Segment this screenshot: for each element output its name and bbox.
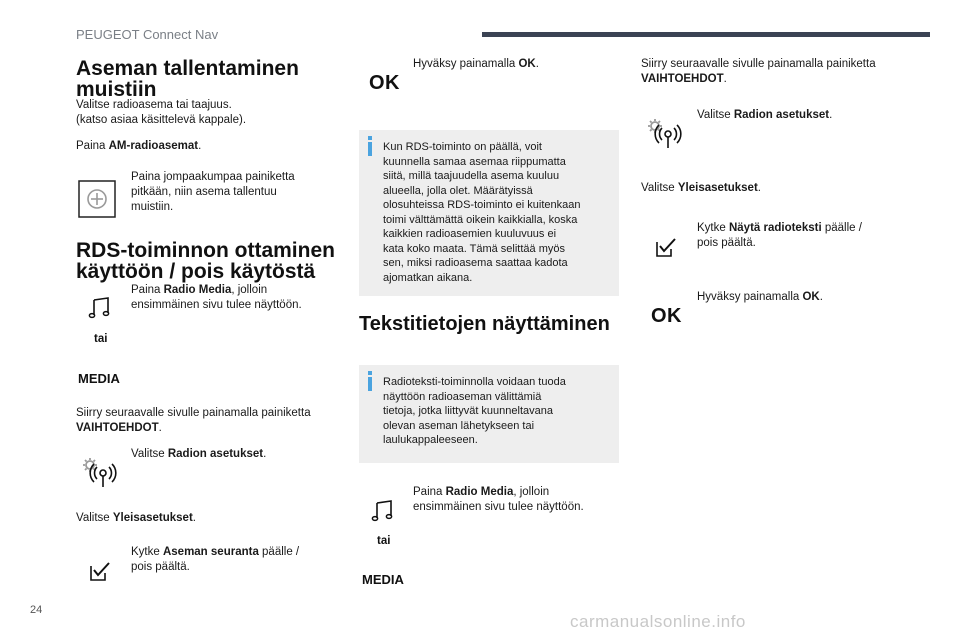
- header-bar: [482, 32, 930, 37]
- heading-save-station: [76, 58, 299, 100]
- radiotext-bold: Näytä radioteksti: [728, 222, 822, 234]
- confirm-bold: OK: [518, 58, 536, 70]
- hold-text-line1: Paina jompaakumpaa painiketta: [131, 171, 295, 183]
- info-icon: [368, 142, 372, 156]
- media-pre: Paina: [131, 284, 164, 296]
- checkbox-icon[interactable]: [656, 237, 678, 257]
- note2-line: tietoja, jotka liittyvät kuunneltavana: [383, 405, 553, 417]
- next-page-line1: Siirry seuraavalle sivulle painamalla painiketta: [76, 407, 311, 419]
- next-page-bold: VAIHTOEHDOT: [76, 422, 159, 434]
- music-note-icon[interactable]: [371, 499, 395, 523]
- intro-text: [76, 98, 246, 128]
- note1-line: alueella, jolla olet. Määrätyissä: [383, 184, 533, 197]
- note2-line: Radioteksti-toiminnolla voidaan tuoda: [383, 376, 566, 388]
- media2-pre: Paina: [413, 486, 446, 498]
- ok-button[interactable]: OK: [369, 72, 400, 94]
- general2-post: .: [757, 182, 761, 194]
- confirm2-post: .: [819, 291, 823, 303]
- media-post: , jolloin: [231, 284, 268, 296]
- note2-line: näyttöön radioaseman välittämiä: [383, 390, 542, 403]
- confirm-pre: Hyväksy painamalla: [413, 58, 519, 70]
- heading-radiotext: Tekstitietojen näyttäminen: [359, 313, 610, 335]
- music-note-icon[interactable]: [88, 296, 112, 320]
- note1-line: kata koko maata. Tämä selittää myös: [383, 242, 565, 255]
- radiotext-info-note: [359, 365, 619, 463]
- radiotext-line2: pois päältä.: [697, 237, 756, 249]
- radiotext-pre: Kytke: [697, 222, 729, 234]
- add-preset-icon[interactable]: [78, 180, 116, 218]
- next-page-text: [76, 406, 311, 436]
- radio-settings-bold: Radion asetukset: [167, 448, 264, 460]
- general2-bold: Yleisasetukset: [677, 182, 758, 194]
- radio-settings-text-2: [697, 108, 832, 123]
- press-am-text: [76, 139, 201, 154]
- general-pre: Valitse: [76, 512, 113, 524]
- radiotext-post: päälle /: [821, 222, 862, 234]
- press-am-pre: Paina: [76, 140, 109, 152]
- media-key[interactable]: MEDIA: [78, 371, 120, 386]
- confirm-post: .: [535, 58, 539, 70]
- radio-media-text: [131, 283, 302, 313]
- tracking-pre: Kytke: [131, 546, 163, 558]
- confirm2-pre: Hyväksy painamalla: [697, 291, 803, 303]
- press-am-post: .: [198, 140, 202, 152]
- note1-line: siitä, millä taajuudella asema kuuluu: [383, 170, 560, 182]
- radio-settings-text: [131, 447, 266, 462]
- heading-rds-line2: käyttöön / pois käytöstä: [76, 260, 316, 283]
- heading-save-station-line2: muistiin: [76, 78, 157, 101]
- intro-line1: Valitse radioasema tai taajuus.: [76, 99, 232, 111]
- station-tracking-text: [131, 545, 299, 575]
- media2-line2: ensimmäinen sivu tulee näyttöön.: [413, 501, 584, 513]
- hold-text-line2: pitkään, niin asema tallentuu: [131, 186, 277, 198]
- radio-settings-icon[interactable]: [647, 117, 683, 149]
- note1-line: toimi välttämättä oikein kaikkialla, koska: [383, 213, 578, 226]
- note1-line: kaikkien radioasemien kuuluvuus ei: [383, 228, 557, 240]
- note2-line: laulukappaleeseen.: [383, 434, 478, 446]
- media-bold: Radio Media: [163, 284, 232, 296]
- next-page2-post: .: [723, 73, 727, 85]
- media2-bold: Radio Media: [445, 486, 514, 498]
- radio-settings2-pre: Valitse: [697, 109, 734, 121]
- page-number: 24: [30, 604, 43, 616]
- radio-settings-pre: Valitse: [131, 448, 168, 460]
- media2-post: , jolloin: [513, 486, 550, 498]
- general-post: .: [192, 512, 196, 524]
- radio-settings-post: .: [263, 448, 267, 460]
- radio-media-text-2: [413, 485, 584, 515]
- or-label: tai: [377, 535, 391, 547]
- note1-line: Kun RDS-toiminto on päällä, voit: [383, 141, 542, 153]
- watermark: carmanualsonline.info: [570, 612, 746, 631]
- ok-button[interactable]: OK: [651, 305, 682, 327]
- tracking-post: päälle /: [258, 546, 300, 558]
- radio-settings2-post: .: [829, 109, 833, 121]
- or-label: tai: [94, 333, 108, 345]
- tracking-line2: pois päältä.: [131, 561, 190, 573]
- radio-settings-icon[interactable]: [82, 456, 118, 488]
- hold-text-line3: muistiin.: [131, 201, 174, 213]
- hold-text: [131, 170, 295, 215]
- radiotext-toggle-text: [697, 221, 862, 251]
- general-settings-text: [76, 511, 196, 526]
- press-am-bold: AM-radioasemat: [108, 140, 199, 152]
- header-title: PEUGEOT Connect Nav: [76, 27, 219, 42]
- note1-line: kuunnella samaa asemaa riippumatta: [383, 155, 566, 168]
- tracking-bold: Aseman seuranta: [162, 546, 259, 558]
- next-page-text-2: [641, 57, 876, 87]
- radio-settings2-bold: Radion asetukset: [733, 109, 830, 121]
- rds-info-note: [359, 130, 619, 296]
- media-line2: ensimmäinen sivu tulee näyttöön.: [131, 299, 302, 311]
- intro-line2: (katso asiaa käsittelevä kappale).: [76, 114, 247, 126]
- info-icon: [368, 377, 372, 391]
- heading-save-station-line1: Aseman tallentaminen: [76, 57, 299, 80]
- general-settings-text-2: [641, 181, 761, 196]
- note2-line: olevan aseman lähetykseen tai: [383, 419, 535, 432]
- next-page2-line1: Siirry seuraavalle sivulle painamalla painiketta: [641, 58, 876, 70]
- confirm-ok-text-2: [697, 290, 823, 305]
- confirm-ok-text: [413, 57, 539, 72]
- heading-rds: [76, 240, 335, 282]
- confirm2-bold: OK: [802, 291, 820, 303]
- next-page2-bold: VAIHTOEHDOT: [641, 73, 724, 85]
- heading-rds-line1: RDS-toiminnon ottaminen: [76, 239, 335, 262]
- note1-line: olosuhteissa RDS-toiminto ei kuitenkaan: [383, 199, 581, 211]
- note1-line: sen, miksi radioasema saattaa kadota: [383, 257, 568, 269]
- note1-line: ajomatkan aikana.: [383, 271, 473, 284]
- general-bold: Yleisasetukset: [112, 512, 193, 524]
- next-page-post: .: [158, 422, 162, 434]
- checkbox-icon[interactable]: [90, 561, 112, 581]
- media-key[interactable]: MEDIA: [362, 572, 404, 587]
- general2-pre: Valitse: [641, 182, 678, 194]
